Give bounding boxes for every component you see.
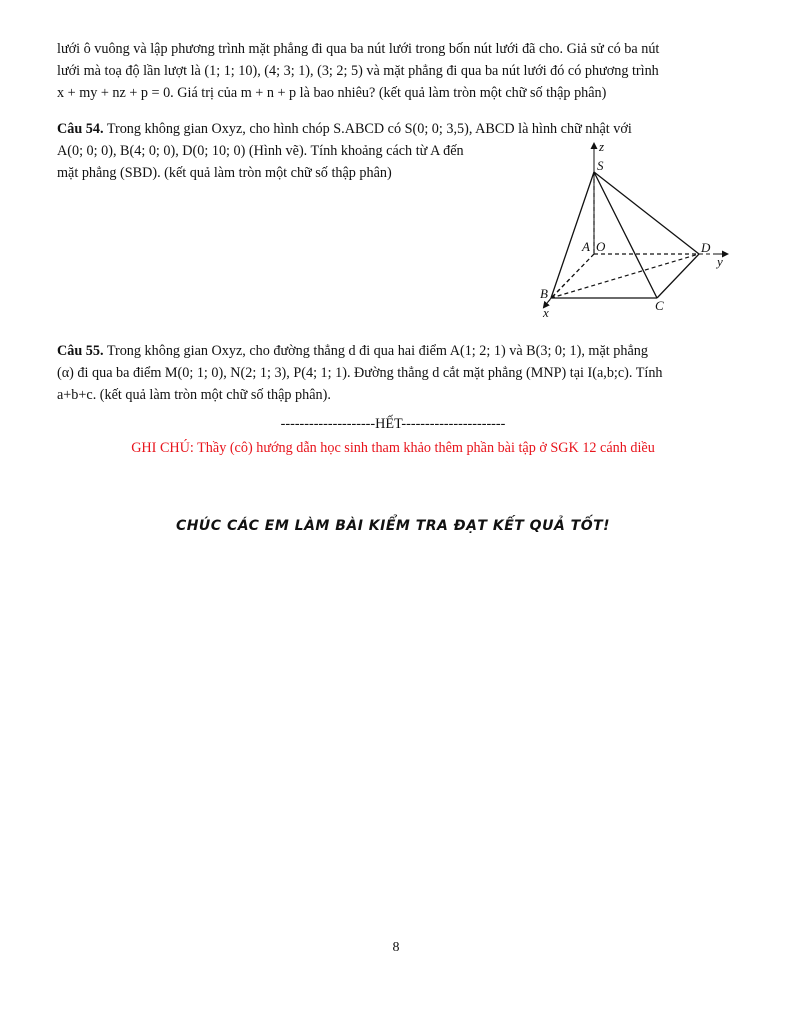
label-x: x <box>543 305 549 320</box>
document-page <box>57 38 729 534</box>
intro-line-3: x + my + nz + p = 0. Giá trị của m + n + p là bao nhiêu? (kết quả làm tròn một chữ số thập phân) <box>57 85 607 101</box>
end-marker: --------------------HẾT---------------------- <box>280 416 506 432</box>
teacher-note: GHI CHÚ: Thầy (cô) hướng dẫn học sinh tham khảo thêm phần bài tập ở SGK 12 cánh diều <box>131 440 655 456</box>
label-y: y <box>717 254 723 269</box>
closing-wish: CHÚC CÁC EM LÀM BÀI KIỂM TRA ĐẠT KẾT QUẢ TỐT! <box>175 518 611 534</box>
edge-cd <box>657 254 699 298</box>
label-b: B <box>540 286 548 301</box>
intro-line-1: lưới ô vuông và lập phương trình mặt phẳng đi qua ba nút lưới trong bốn nút lưới đã cho. Giả sử có ba nút <box>57 41 660 57</box>
question-54-line-2: A(0; 0; 0), B(4; 0; 0), D(0; 10; 0) (Hình vẽ). Tính khoảng cách từ A đến <box>57 143 464 159</box>
label-a: A <box>582 239 590 254</box>
question-55-label: Câu 55. <box>57 343 104 359</box>
label-c: C <box>655 298 664 313</box>
pyramid-diagram <box>535 136 735 320</box>
question-55-line-2: (α) đi qua ba điểm M(0; 1; 0), N(2; 1; 3), P(4; 1; 1). Đường thẳng d cắt mặt phẳng (MNP) tại I(a,b;c). Tính <box>57 365 663 381</box>
label-o: O <box>596 239 606 254</box>
page-number: 8 <box>392 940 400 955</box>
question-55-line-3: a+b+c. (kết quả làm tròn một chữ số thập phân). <box>57 387 331 403</box>
edge-sc <box>594 172 657 298</box>
question-55 <box>57 340 729 406</box>
edge-sd <box>594 172 699 254</box>
intro-line-2: lưới mà toạ độ lần lượt là (1; 1; 10), (4; 3; 1), (3; 2; 5) và mặt phẳng đi qua ba nút lưới đó có phương trình <box>57 63 659 79</box>
label-s: S <box>597 158 604 173</box>
question-54-line-3: mặt phẳng (SBD). (kết quả làm tròn một chữ số thập phân) <box>57 165 392 181</box>
question-54-label: Câu 54. <box>57 121 104 137</box>
label-z: z <box>599 139 605 154</box>
question-54-line-1: Trong không gian Oxyz, cho hình chóp S.ABCD có S(0; 0; 3,5), ABCD là hình chữ nhật với <box>106 121 632 137</box>
label-d: D <box>701 240 711 255</box>
edge-sb <box>551 172 594 298</box>
question-55-line-1: Trong không gian Oxyz, cho đường thẳng d đi qua hai điểm A(1; 2; 1) và B(3; 0; 1), mặt phẳng <box>106 343 648 359</box>
pyramid-figure <box>535 136 735 320</box>
intro-paragraph <box>57 38 729 104</box>
